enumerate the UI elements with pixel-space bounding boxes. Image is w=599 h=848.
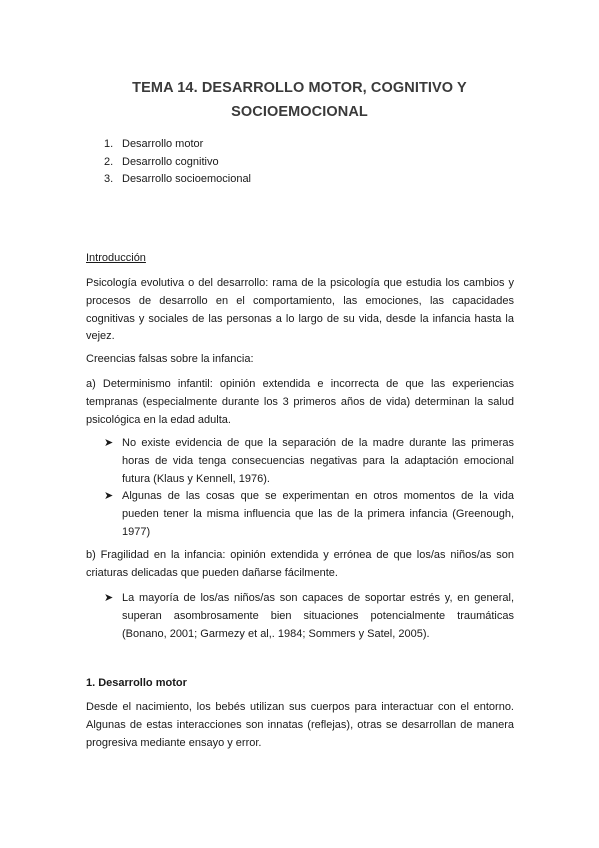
bullet-item: [104, 435, 514, 488]
intro-definition-paragraph: Psicología evolutiva o del desarrollo: rama de la psicología que estudia los cambios y procesos de desarrollo en el comportamiento, las emociones, las capacidades cognitivas y sociales de las personas a lo largo de su vida, desde la infancia hasta la vejez.: [86, 277, 514, 343]
bullet-item: [104, 590, 514, 643]
section-1-paragraph: Desde el nacimiento, los bebés utilizan sus cuerpos para interactuar con el entorno. Algunas de estas interacciones son innatas (reflejas), otras se desarrollan de manera progresiva mediante ensayo y error.: [86, 701, 514, 749]
toc-item: [104, 136, 251, 154]
false-beliefs-intro: Creencias falsas sobre la infancia:: [86, 353, 254, 365]
toc-item-label: Desarrollo socioemocional: [122, 173, 252, 185]
bullet-text: Algunas de las cosas que se experimentan en otros momentos de la vida pueden tener la misma influencia que las de la primera infancia (Greenough, 1977): [122, 490, 514, 538]
toc-item-number: 2.: [104, 155, 114, 168]
toc-item-label: Desarrollo cognitivo: [122, 155, 219, 168]
table-of-contents: [104, 136, 251, 189]
toc-item: [104, 171, 251, 189]
bullet-text: No existe evidencia de que la separación de la madre durante las primeras horas de vida tenga consecuencias negativas para la adaptación emocional futura (Klaus y Kennell, 1976).: [122, 437, 514, 485]
belief-a-paragraph: a) Determinismo infantil: opinión extendida e incorrecta de que las experiencias tempranas (especialmente durante los 3 primeros años de vida) determinan la salud psicológica en la edad adulta.: [86, 378, 514, 426]
toc-item-number: 3.: [104, 173, 114, 185]
section-1-heading: 1. Desarrollo motor: [86, 677, 187, 689]
arrowhead-bullet-icon: ➤: [104, 490, 114, 502]
toc-item-number: 1.: [104, 138, 114, 150]
belief-b-paragraph: b) Fragilidad en la infancia: opinión extendida y errónea de que los/as niños/as son criaturas delicadas que pueden dañarse fácilmente.: [86, 549, 514, 579]
bullet-text: La mayoría de los/as niños/as son capaces de soportar estrés y, en general, superan asombrosamente bien situaciones potencialmente traumáticas (Bonano, 2001; Garmezy et al,. 1984; Sommers y Satel, 2005).: [122, 592, 514, 640]
intro-heading: Introducción: [86, 252, 146, 264]
toc-item-label: Desarrollo motor: [122, 138, 204, 150]
arrowhead-bullet-icon: ➤: [104, 592, 114, 604]
document-title-line-1: TEMA 14. DESARROLLO MOTOR, COGNITIVO Y: [132, 80, 467, 96]
document-title-line-2: SOCIOEMOCIONAL: [231, 104, 368, 120]
arrowhead-bullet-icon: ➤: [104, 437, 114, 449]
toc-item: [104, 154, 251, 172]
bullet-item: [104, 488, 514, 541]
